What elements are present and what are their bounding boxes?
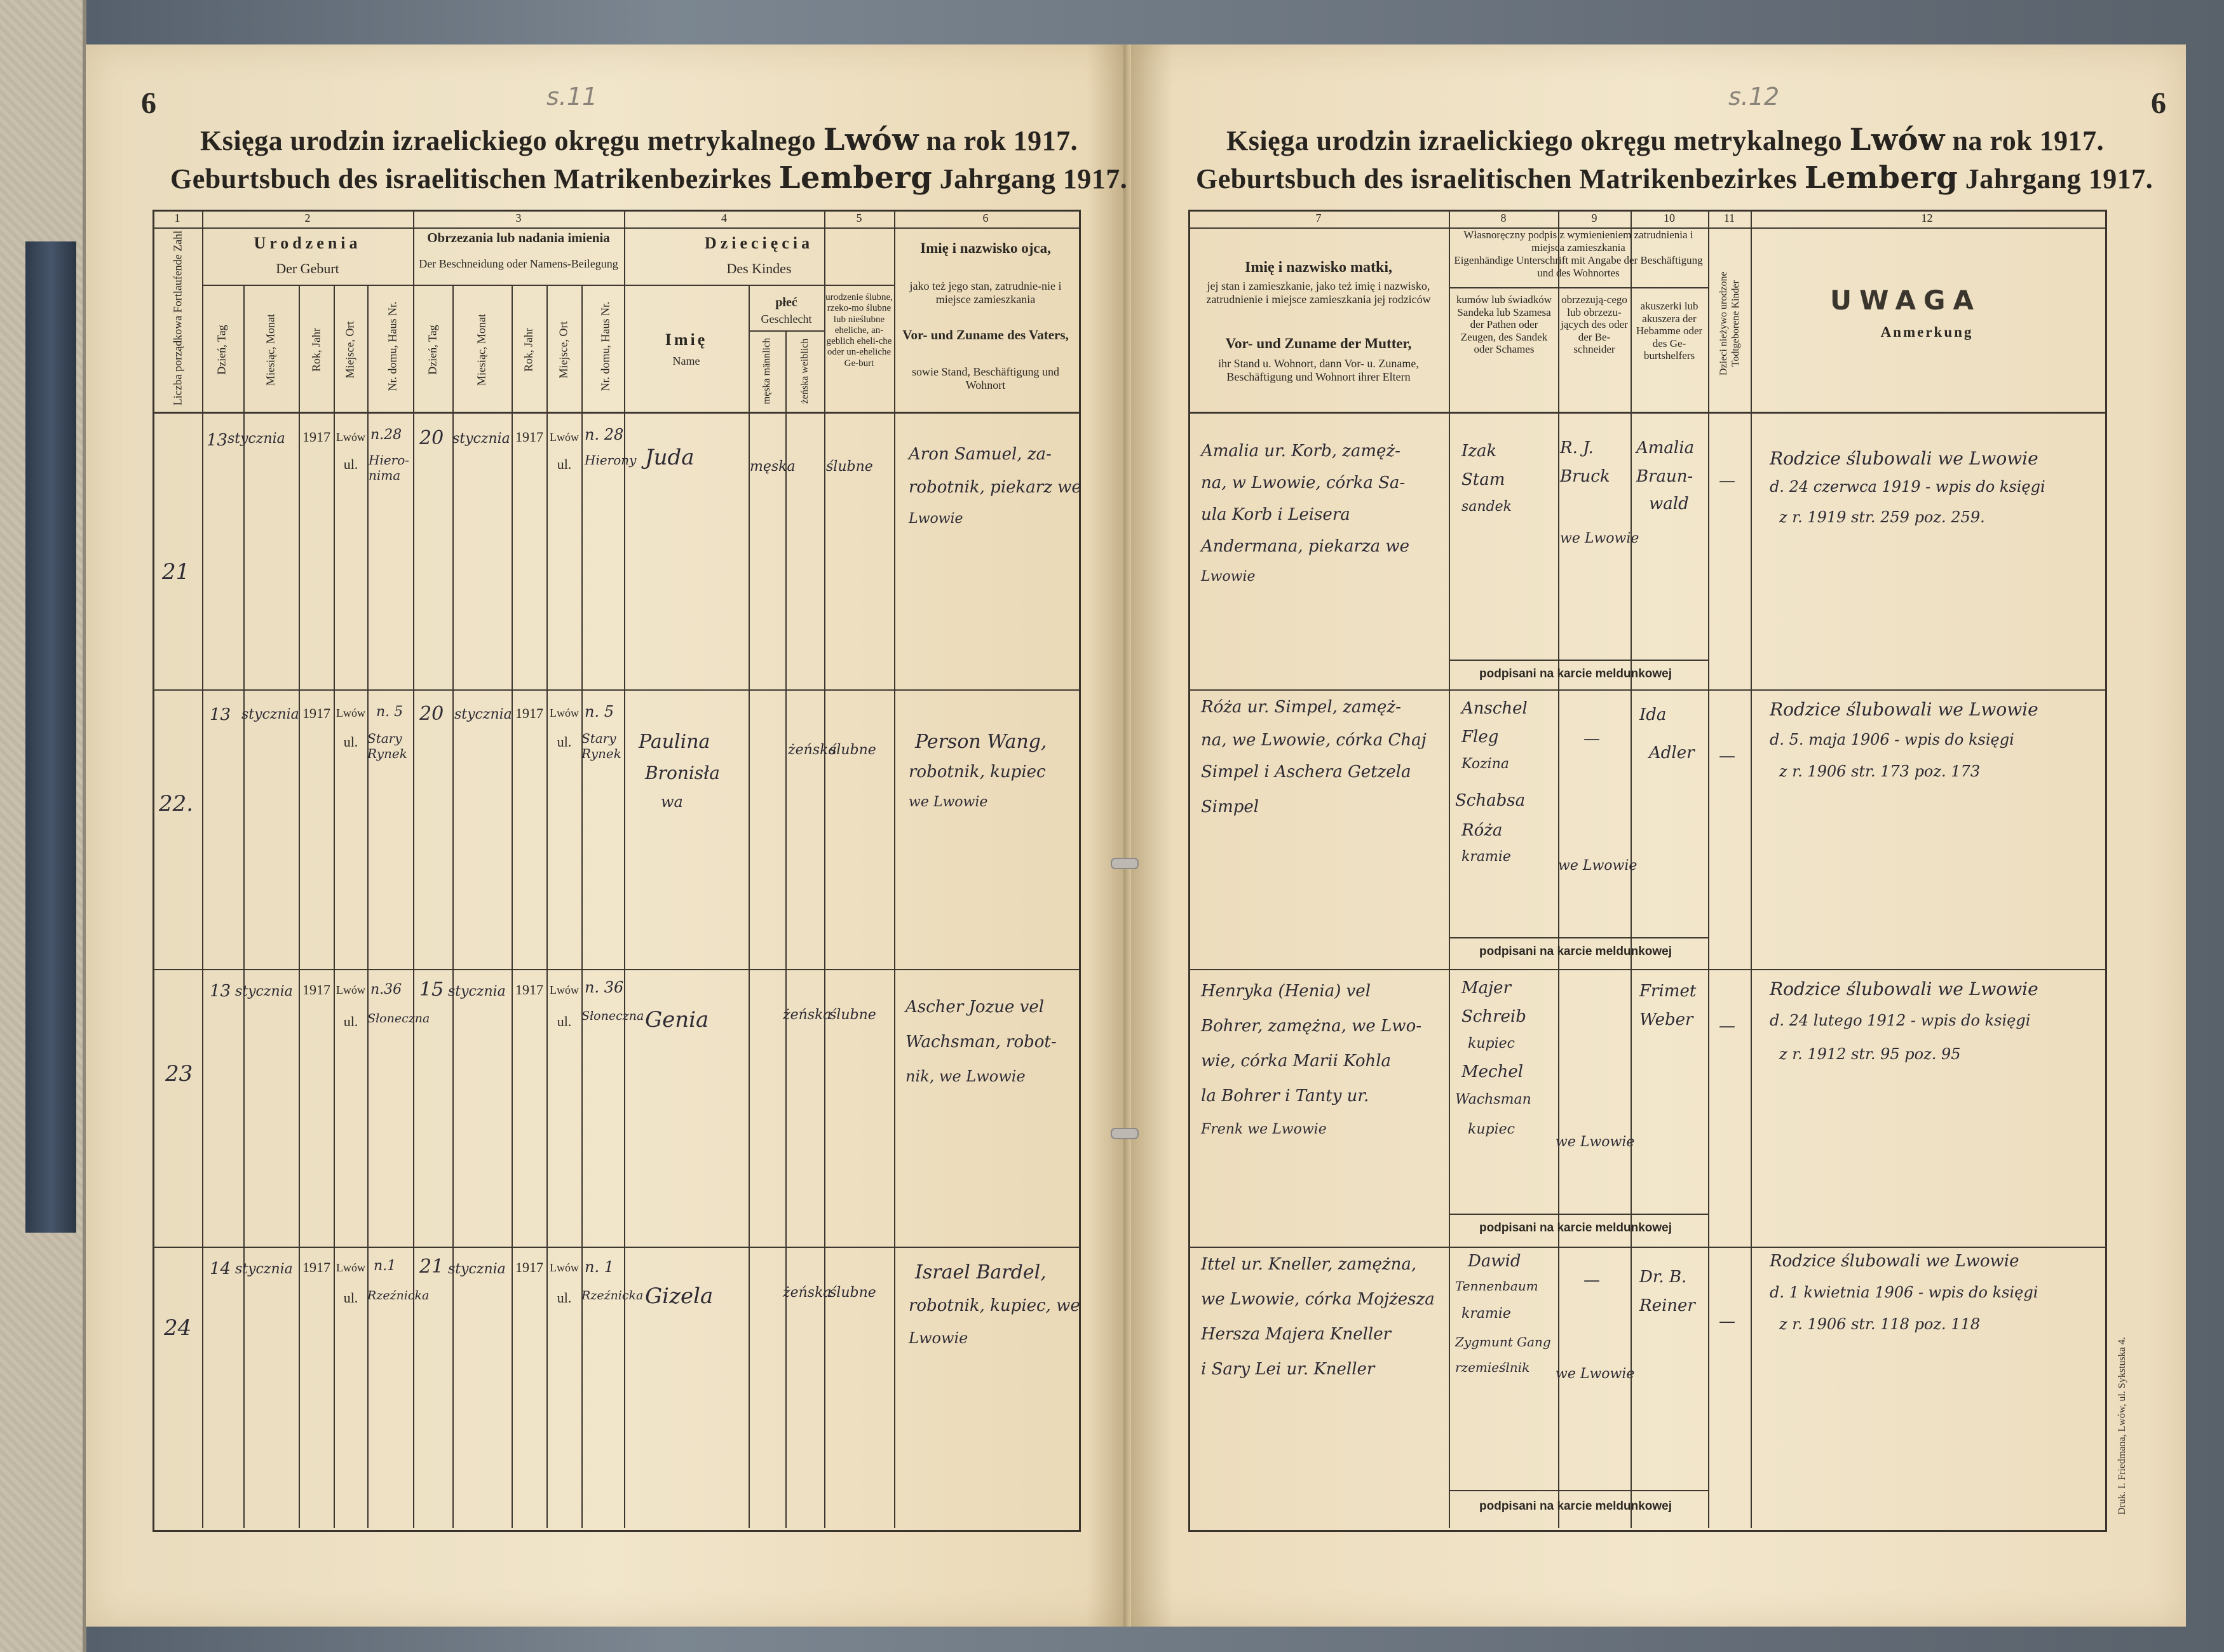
sub-day: Dzień, Tag [215,325,228,375]
row-lp: 24 [164,1315,192,1341]
circumciser-line: — [1583,1271,1600,1290]
left-colnum: 4 [721,212,727,224]
birth-day: 13 [210,705,231,724]
left-title-de: Geburtsbuch des israelitischen Matrikenbezirkes Lemberg Jahrgang 1917. [170,160,1128,196]
header-uwaga: UWAGA [1830,285,1982,316]
midwife-line: Braun- [1636,467,1693,486]
stamp-line [1449,1490,1708,1491]
right-vline [1708,210,1709,1528]
row-lp: 21 [162,559,190,585]
father-line: Lwowie [909,1329,968,1347]
mother-line: Amalia ur. Korb, zamęż- [1201,442,1400,461]
note-line: d. 1 kwietnia 1906 - wpis do księgi [1770,1283,2038,1301]
left-vline [202,210,203,1528]
circ-ul: ul. [557,456,572,472]
father-line: Person Wang, [915,731,1047,753]
mother-line: Ittel ur. Kneller, zamężna, [1201,1255,1417,1274]
header-male: męska männlich [761,337,772,405]
witness-line: kupiec [1468,1036,1515,1052]
left-subline [785,330,787,1528]
child-sex: żeńska [788,742,837,758]
witness-line: Stam [1461,470,1505,489]
circ-ul: ul. [557,1290,572,1306]
birth-street: Rzeźnicka [367,1289,430,1303]
witness-line: Zygmunt Gang [1455,1334,1551,1350]
birth-ul: ul. [343,456,358,472]
birth-place: Lwów [336,431,365,443]
left-pencil-note: s.11 [546,83,598,111]
legitimacy: ślubne [826,459,873,475]
circ-year: 1917 [515,1259,543,1275]
left-colnum: 6 [982,212,989,224]
header-father-pl: jako też jego stan, zatrudnie-nie i miejsce zamieszkania [909,280,1062,306]
right-row-sep-2 [1188,969,2105,970]
header-col9: obrzezują-cego lub obrzezu-jących des oder der Be-schneider [1561,294,1628,356]
father-line: Wachsman, robot- [905,1032,1057,1052]
left-vline [824,210,825,1528]
sub-year: Rok, Jahr [309,328,323,372]
birth-place: Lwów [336,1261,365,1274]
stamp-registration: podpisani na karcie meldunkowej [1479,1221,1672,1235]
circ-month: stycznia [448,1261,506,1277]
circ-street: Rzeźnicka [581,1289,644,1303]
mother-line: la Bohrer i Tanty ur. [1201,1087,1369,1106]
left-row-sep-1 [153,689,1079,691]
mother-line: Lwowie [1201,569,1256,585]
birth-month: stycznia [235,984,293,999]
birth-ul: ul. [343,1013,358,1029]
note-line: Rodzice ślubowali we Lwowie [1770,978,2038,999]
witness-line: rzemieślnik [1455,1360,1530,1375]
header-sex: płeć [775,295,797,309]
midwife-line: Amalia [1636,438,1695,457]
left-colnum: 3 [515,212,522,224]
midwife-line: Weber [1639,1010,1693,1029]
circ-street: Hierony [585,452,637,468]
birth-year: 1917 [302,1259,330,1275]
left-header-bottom [153,412,1079,414]
midwife-line: Reiner [1639,1296,1695,1315]
circ-month: stycznia [448,984,506,999]
child-name: wa [661,793,683,811]
circ-year: 1917 [515,982,543,998]
header-mother-pl: jej stan i zamieszkanie, jako też imię i nazwisko, zatrudnienie i miejsce zamieszkania jej rodziców [1206,280,1431,306]
witness-line: sandek [1461,499,1512,515]
header-birth: Urodzenia [254,234,362,252]
left-subheader-line [624,285,894,286]
circ-place: Lwów [550,1261,579,1274]
right-colnum: 9 [1591,212,1597,224]
circ-house: n. 5 [585,703,614,721]
header-female: żeńska weiblich [799,338,810,404]
birth-day: 13 [210,982,231,1001]
binding-thread-upper [1111,858,1139,869]
note-line: Rodzice ślubowali we Lwowie [1770,699,2038,720]
header-name: Imię [665,330,708,349]
father-line: Ascher Jozue vel [905,998,1045,1017]
child-name: Juda [645,445,695,470]
witness-line: Schreib [1461,1007,1526,1026]
birth-year: 1917 [302,429,330,445]
midwife-line: Frimet [1639,982,1697,1001]
stillborn-mark: — [1719,471,1735,491]
header-child: Dziecięcia [704,234,814,252]
row-lp: 23 [165,1061,193,1087]
sub-place: Miejsce, Ort [343,321,356,379]
sub-month: Miesiąc, Monat [475,314,488,386]
circ-place: Lwów [550,984,579,996]
witness-line: Kozina [1461,756,1510,772]
book-cover-edge [0,0,86,1652]
note-line: Rodzice ślubowali we Lwowie [1770,1252,2019,1271]
right-page-number: 6 [2151,86,2166,120]
header-signature: Własnoręczny podpis z wymienieniem zatrudnienia i miejsca zamieszkania [1463,229,1693,254]
child-name: Gizela [645,1283,714,1309]
sub-day: Dzień, Tag [426,325,439,375]
right-vline [1449,210,1450,1528]
stamp-registration: podpisani na karcie meldunkowej [1479,667,1672,680]
right-colnum: 10 [1664,212,1675,224]
left-colnum: 5 [856,212,862,224]
birth-year: 1917 [302,705,330,721]
witness-line: Fleg [1461,728,1499,747]
birth-house: n.36 [370,982,402,998]
circ-house: n. 28 [585,426,624,443]
stamp-line [1449,937,1708,938]
right-title-pl: Księga urodzin izraelickiego okręgu metrykalnego Lwów na rok 1917. [1226,122,2105,158]
child-sex: męska [750,459,796,475]
mother-line: i Sary Lei ur. Kneller [1201,1360,1375,1379]
header-child-de: Des Kindes [726,261,792,276]
circumciser-line: we Lwowie [1560,531,1639,546]
header-col8: kumów lub świadków Sandeka lub Szamesa der Pathen oder Zeugen, des Sandek oder Schames [1456,294,1552,356]
left-row-sep-2 [153,969,1079,970]
note-line: z r. 1906 str. 173 poz. 173 [1779,762,1981,780]
circumciser-line: we Lwowie [1558,858,1637,874]
note-line: d. 5. maja 1906 - wpis do księgi [1770,731,2014,748]
witness-line: Róża [1461,821,1503,840]
stillborn-mark: — [1719,1017,1735,1036]
midwife-line: Ida [1639,705,1667,724]
sub-month: Miesiąc, Monat [264,314,277,386]
circ-ul: ul. [557,1013,572,1029]
header-circ-de: Der Beschneidung oder Namens-Beilegung [419,257,618,270]
birth-place: Lwów [336,984,365,996]
father-line: we Lwowie [909,794,988,810]
note-line: Rodzice ślubowali we Lwowie [1770,448,2038,469]
header-father: Imię i nazwisko ojca, [920,240,1051,256]
stamp-line [1449,1214,1708,1215]
right-colnum: 7 [1315,212,1322,224]
binding-thread-lower [1111,1128,1139,1139]
header-father-de: Vor- und Zuname des Vaters, [902,327,1069,342]
mother-line: Hersza Majera Kneller [1201,1325,1392,1344]
father-line: Lwowie [909,511,963,527]
child-name: Bronisła [645,762,720,783]
left-colnum-line [153,227,1079,229]
birth-street: Stary Rynek [367,731,407,761]
birth-month: stycznia [227,431,285,447]
right-subheader-line [1449,287,1708,288]
legitimacy: ślubne [829,1285,876,1301]
father-line: robotnik, piekarz we [909,478,1081,497]
header-col11: Dzieci nieżywo urodzone Todtgeborene Kinder [1718,271,1741,376]
birth-ul: ul. [343,734,358,750]
circ-day: 21 [419,1256,444,1278]
child-sex: żeńska [783,1285,832,1301]
header-birth-de: Der Geburt [276,261,339,276]
right-colnum: 8 [1500,212,1507,224]
header-legitimacy: urodzenie ślubne, rzeko-mo ślubne lub nieślubne eheliche, an-geblich eheli-che oder un-eheliche Ge-burt [825,292,893,369]
birth-month: stycznia [241,707,299,722]
witness-line: Schabsa [1455,791,1526,810]
header-mother: Imię i nazwisko matki, [1244,259,1392,276]
birth-month: stycznia [235,1261,293,1277]
circ-day: 15 [419,978,444,1001]
child-sex: żeńska [783,1007,832,1023]
row-lp: 22. [159,791,194,816]
father-line: robotnik, kupiec, we [909,1296,1080,1315]
circ-year: 1917 [515,429,543,445]
father-line: nik, we Lwowie [905,1067,1026,1085]
witness-line: kramie [1461,1306,1511,1322]
witness-line: kupiec [1468,1121,1515,1137]
header-name-de: Name [672,355,700,367]
right-vline [1751,210,1752,1528]
header-signature-de: Eigenhändige Unterschrift mit Angabe der Beschäftigung und des Wohnortes [1454,254,1703,279]
mother-line: na, we Lwowie, córka Chaj [1201,731,1427,750]
cover-band [25,241,76,1233]
birth-place: Lwów [336,707,365,719]
sub-house: Nr. domu, Haus Nr. [386,301,399,391]
stamp-registration: podpisani na karcie meldunkowej [1479,945,1672,958]
note-line: d. 24 lutego 1912 - wpis do księgi [1770,1012,2031,1029]
circ-house: n. 36 [585,978,624,996]
mother-line: Róża ur. Simpel, zamęż- [1201,698,1401,717]
circ-street: Słoneczna [581,1009,644,1023]
printer-imprint: Druk. I. Friedmana, Lwów, ul. Sykstuska 4. [2117,1337,2127,1515]
birth-house: n. 5 [376,704,403,720]
left-vline [894,210,895,1528]
left-title-pl: Księga urodzin izraelickiego okręgu metrykalnego Lwów na rok 1917. [200,122,1078,158]
left-subline [299,285,300,1528]
stamp-line [1449,660,1708,661]
birth-house: n.28 [370,427,402,443]
mother-line: Henryka (Henia) vel [1201,982,1371,1001]
father-line: Israel Bardel, [915,1261,1047,1283]
left-subline [452,285,454,1528]
child-name: Paulina [639,731,710,753]
mother-line: Frenk we Lwowie [1201,1121,1327,1137]
legitimacy: ślubne [829,742,876,758]
circ-month: stycznia [452,431,510,447]
circ-day: 20 [419,703,444,725]
header-sex-de: Geschlecht [761,313,812,325]
mother-line: Andermana, piekarza we [1201,537,1410,556]
left-subline [512,285,513,1528]
witness-line: Tennenbaum [1455,1278,1538,1294]
mother-line: Bohrer, zamężna, we Lwo- [1201,1017,1422,1036]
left-vline [624,210,625,1528]
stillborn-mark: — [1719,747,1735,766]
circumciser-line: Bruck [1560,467,1610,486]
witness-line: Dawid [1468,1252,1521,1271]
circ-street: Stary Rynek [581,731,621,761]
birth-ul: ul. [343,1290,358,1306]
witness-line: Mechel [1461,1062,1524,1081]
circumciser-line: R. J. [1560,438,1594,457]
left-vline [413,210,414,1528]
circ-year: 1917 [515,705,543,721]
right-row-sep-3 [1188,1247,2105,1248]
circ-place: Lwów [550,707,579,719]
left-subline [243,285,245,1528]
mother-line: Simpel [1201,797,1259,816]
father-line: robotnik, kupiec [909,762,1046,782]
birth-house: n.1 [374,1258,397,1274]
header-father-de-sub: sowie Stand, Beschäftigung und Wohnort [912,365,1059,391]
left-subline [581,285,583,1528]
witness-line: Izak [1461,442,1497,461]
midwife-line: Dr. B. [1639,1268,1687,1287]
birth-day: 13 [207,431,228,450]
right-pencil-note: s.12 [1728,83,1780,111]
note-line: z r. 1912 str. 95 poz. 95 [1779,1045,1961,1063]
sub-house: Nr. domu, Haus Nr. [599,301,612,391]
note-line: z r. 1919 str. 259 poz. 259. [1779,508,1985,526]
left-row-sep-3 [153,1247,1079,1248]
mother-line: wie, córka Marii Kohla [1201,1052,1392,1071]
right-title-de: Geburtsbuch des israelitischen Matrikenbezirkes Lemberg Jahrgang 1917. [1196,160,2153,196]
note-line: d. 24 czerwca 1919 - wpis do księgi [1770,478,2045,496]
stamp-registration: podpisani na karcie meldunkowej [1479,1500,1672,1513]
left-subheader-line [749,330,824,332]
father-line: Aron Samuel, za- [909,445,1052,464]
birth-street: Słoneczna [367,1012,430,1026]
circ-month: stycznia [454,707,512,722]
stillborn-mark: — [1719,1312,1735,1331]
header-col10: akuszerki lub akuszera der Hebamme oder des Ge-burtshelfers [1636,300,1703,362]
child-name: Genia [645,1007,709,1032]
legitimacy: ślubne [829,1007,876,1023]
birth-day: 14 [210,1259,231,1278]
right-row-sep-1 [1188,689,2105,691]
witness-line: Majer [1461,978,1511,998]
sub-year: Rok, Jahr [522,328,535,372]
witness-line: Anschel [1461,699,1528,718]
birth-year: 1917 [302,982,330,998]
header-anmerkung: Anmerkung [1880,324,1974,340]
left-colnum: 1 [174,212,180,224]
right-colnum: 12 [1921,212,1933,224]
mother-line: Simpel i Aschera Getzela [1201,762,1411,782]
right-header-bottom [1188,412,2105,414]
left-subheader-line [202,285,624,286]
header-lp: Liczba porządkowa Fortlaufende Zahl [171,230,184,406]
midwife-line: wald [1649,494,1689,513]
circumciser-line: — [1583,729,1600,748]
sub-place: Miejsce, Ort [557,321,570,379]
left-page-number: 6 [141,86,156,120]
mother-line: na, w Lwowie, córka Sa- [1201,473,1406,492]
birth-street: Hiero-nima [369,452,410,483]
note-line: z r. 1906 str. 118 poz. 118 [1779,1315,1981,1333]
witness-line: kramie [1461,849,1511,865]
midwife-line: Adler [1649,743,1695,762]
header-mother-de-sub: ihr Stand u. Wohnort, dann Vor- u. Zuname, Beschäftigung und Wohnort ihrer Eltern [1218,357,1419,383]
right-colnum: 11 [1723,212,1735,224]
circ-day: 20 [419,427,444,449]
circ-house: n. 1 [585,1258,614,1276]
witness-line: Wachsman [1455,1092,1531,1107]
circumciser-line: we Lwowie [1556,1134,1635,1150]
header-circ: Obrzezania lub nadania imienia [427,230,610,245]
left-colnum: 2 [304,212,311,224]
circumciser-line: we Lwowie [1556,1366,1635,1382]
circ-ul: ul. [557,734,572,750]
circ-place: Lwów [550,431,579,443]
mother-line: we Lwowie, córka Mojżesza [1201,1290,1435,1309]
header-mother-de: Vor- und Zuname der Mutter, [1225,335,1412,351]
mother-line: ula Korb i Leisera [1201,505,1350,524]
